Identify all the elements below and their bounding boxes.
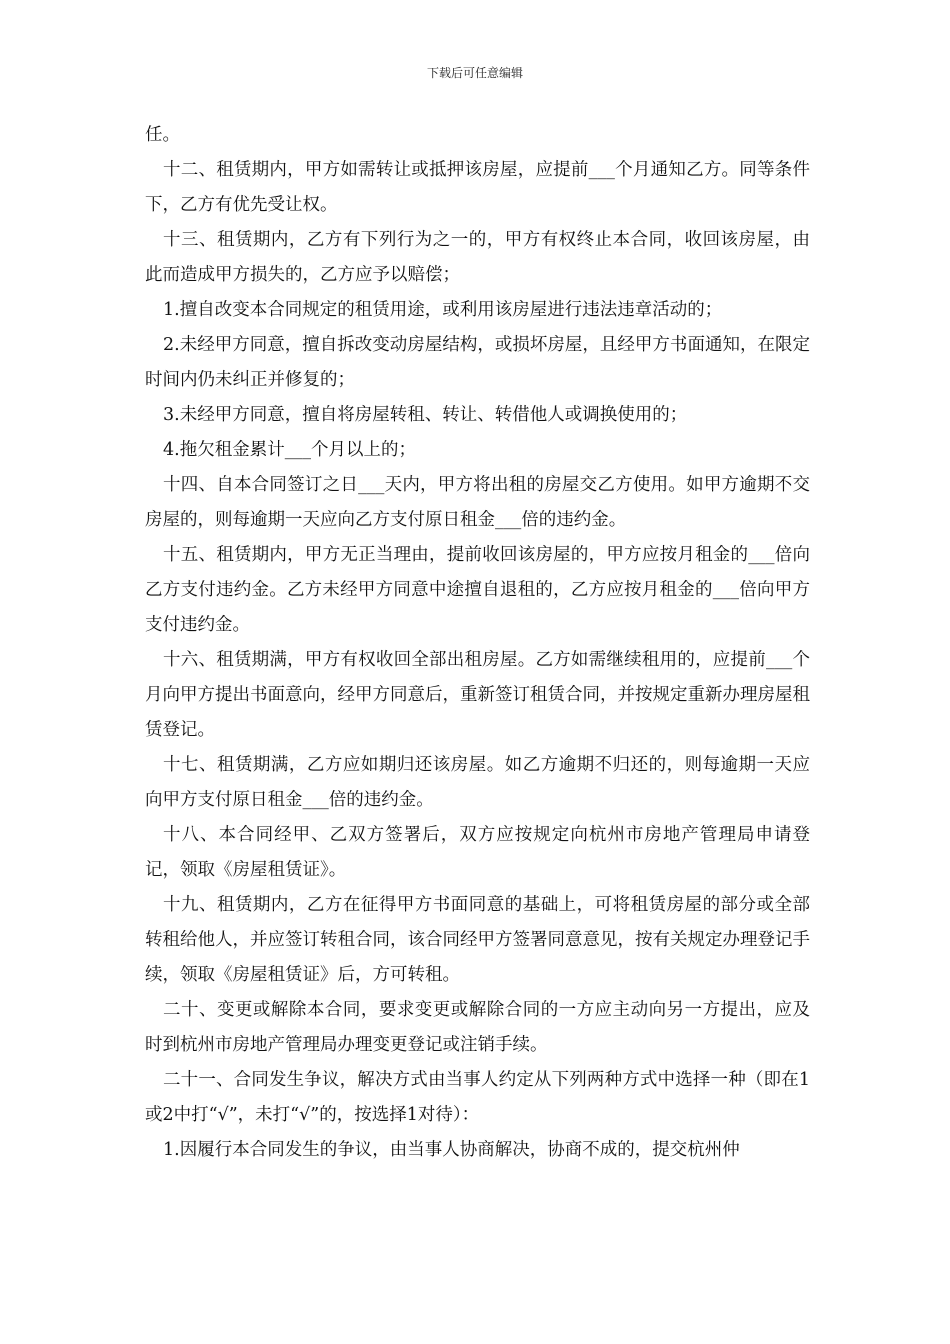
clause-21: 二十一、合同发生争议，解决方式由当事人约定从下列两种方式中选择一种（即在1或2中打“√”，未打“√”的，按选择1对待）： [145,1070,810,1125]
clause-19: 十九、租赁期内，乙方在征得甲方书面同意的基础上，可将租赁房屋的部分或全部转租给他人，并应签订转租合同，该合同经甲方签署同意意见，按有关规定办理登记手续，领取《房屋租赁证》后，方可转租。 [145,895,810,985]
clause-17: 十七、租赁期满，乙方应如期归还该房屋。如乙方逾期不归还的，则每逾期一天应向甲方支付原日租金___倍的违约金。 [145,755,810,810]
clause-20: 二十、变更或解除本合同，要求变更或解除合同的一方应主动向另一方提出，应及时到杭州市房地产管理局办理变更登记或注销手续。 [145,1000,810,1055]
clause-18: 十八、本合同经甲、乙双方签署后，双方应按规定向杭州市房地产管理局申请登记，领取《房屋租赁证》。 [145,825,810,880]
contract-body [145,118,810,1168]
page-header: 下载后可任意编辑 [426,66,523,80]
clause-21-item-1: 1.因履行本合同发生的争议，由当事人协商解决，协商不成的，提交杭州仲 [163,1140,740,1160]
clause-14: 十四、自本合同签订之日___天内，甲方将出租的房屋交乙方使用。如甲方逾期不交房屋的，则每逾期一天应向乙方支付原日租金___倍的违约金。 [145,475,810,530]
clause-15: 十五、租赁期内，甲方无正当理由，提前收回该房屋的，甲方应按月租金的___倍向乙方支付违约金。乙方未经甲方同意中途擅自退租的，乙方应按月租金的___倍向甲方支付违约金。 [145,545,810,635]
clause-12: 十二、租赁期内，甲方如需转让或抵押该房屋，应提前___个月通知乙方。同等条件下，乙方有优先受让权。 [145,160,810,215]
clause-13-item-3: 3.未经甲方同意，擅自将房屋转租、转让、转借他人或调换使用的； [163,405,688,425]
clause-13-item-2: 2.未经甲方同意，擅自拆改变动房屋结构，或损坏房屋，且经甲方书面通知，在限定时间内仍未纠正并修复的； [145,335,810,390]
clause-13-item-4: 4.拖欠租金累计___个月以上的； [163,440,416,460]
clause-16: 十六、租赁期满，甲方有权收回全部出租房屋。乙方如需继续租用的，应提前___个月向甲方提出书面意向，经甲方同意后，重新签订租赁合同，并按规定重新办理房屋租赁登记。 [145,650,810,740]
clause-13-item-1: 1.擅自改变本合同规定的租赁用途，或利用该房屋进行违法违章活动的； [163,300,723,320]
paragraph: 任。 [145,125,180,145]
clause-13: 十三、租赁期内，乙方有下列行为之一的，甲方有权终止本合同，收回该房屋，由此而造成甲方损失的，乙方应予以赔偿； [145,230,810,285]
